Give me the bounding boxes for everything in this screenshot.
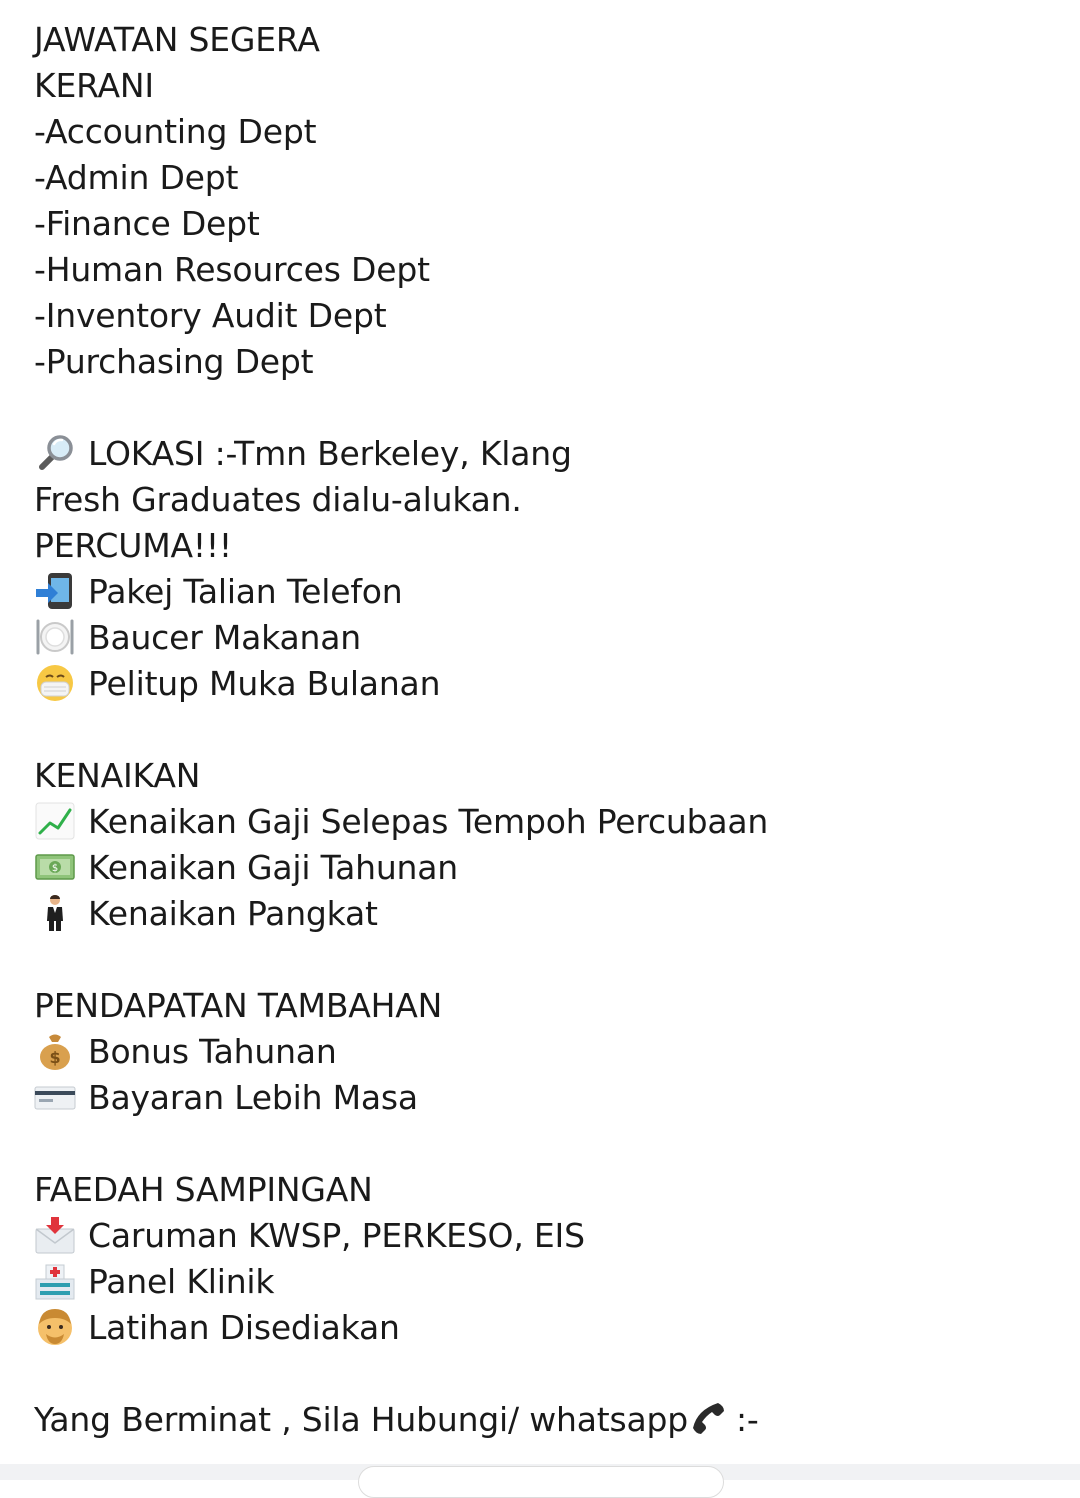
department-item: -Purchasing Dept [34, 342, 314, 381]
increment-item-text: Kenaikan Gaji Selepas Tempoh Percubaan [88, 802, 769, 841]
location-text: LOKASI :-Tmn Berkeley, Klang [88, 434, 572, 473]
benefit-item [34, 1213, 1044, 1259]
man-face-icon [34, 1307, 76, 1347]
contact-line [34, 1397, 1044, 1443]
svg-text:$: $ [49, 1048, 61, 1067]
increment-item [34, 799, 1044, 845]
magnifying-glass-icon [34, 433, 76, 473]
fresh-graduates-text: Fresh Graduates dialu-alukan. [34, 480, 522, 519]
man-in-suit-icon [34, 893, 76, 933]
free-item-text: Baucer Makanan [88, 618, 361, 657]
extra-income-item [34, 1029, 1044, 1075]
increment-item-text: Kenaikan Pangkat [88, 894, 378, 933]
spacer [34, 1121, 1044, 1167]
telephone-receiver-icon [688, 1399, 728, 1439]
benefit-item-text: Panel Klinik [88, 1262, 275, 1301]
spacer [34, 707, 1044, 753]
benefit-item [34, 1305, 1044, 1351]
extra-income-item-text: Bayaran Lebih Masa [88, 1078, 418, 1117]
spacer [34, 937, 1044, 983]
money-bag-icon [34, 1031, 76, 1071]
free-item [34, 661, 1044, 707]
increment-item [34, 891, 1044, 937]
bottom-input-pill[interactable] [358, 1466, 724, 1498]
increment-item-text: Kenaikan Gaji Tahunan [88, 848, 458, 887]
dollar-banknote-icon [34, 847, 76, 887]
benefit-item [34, 1259, 1044, 1305]
face-mask-icon [34, 663, 76, 703]
credit-card-icon [34, 1077, 76, 1117]
increments-heading: KENAIKAN [34, 756, 201, 795]
benefit-item-text: Latihan Disediakan [88, 1308, 400, 1347]
department-item: -Inventory Audit Dept [34, 296, 387, 335]
svg-text:$: $ [51, 863, 59, 874]
free-item-text: Pelitup Muka Bulanan [88, 664, 441, 703]
free-heading: PERCUMA!!! [34, 526, 232, 565]
extra-income-item [34, 1075, 1044, 1121]
department-item: -Finance Dept [34, 204, 260, 243]
free-item-text: Pakej Talian Telefon [88, 572, 403, 611]
post-title: JAWATAN SEGERA [34, 20, 320, 59]
department-item: -Admin Dept [34, 158, 239, 197]
extra-income-item-text: Bonus Tahunan [88, 1032, 337, 1071]
free-item [34, 615, 1044, 661]
post-role: KERANI [34, 66, 154, 105]
job-post-text [34, 17, 1044, 1443]
extra-income-heading: PENDAPATAN TAMBAHAN [34, 986, 443, 1025]
spacer [34, 1351, 1044, 1397]
spacer [34, 385, 1044, 431]
contact-text: Yang Berminat , Sila Hubungi/ whatsapp [34, 1400, 688, 1439]
chart-increasing-icon [34, 801, 76, 841]
free-item [34, 569, 1044, 615]
envelope-arrow-icon [34, 1215, 76, 1255]
department-item: -Accounting Dept [34, 112, 317, 151]
department-item: -Human Resources Dept [34, 250, 430, 289]
plate-cutlery-icon [34, 617, 76, 657]
benefit-item-text: Caruman KWSP, PERKESO, EIS [88, 1216, 585, 1255]
location-line [34, 431, 1044, 477]
increment-item [34, 845, 1044, 891]
mobile-phone-arrow-icon [34, 571, 76, 611]
contact-suffix: :- [735, 1400, 759, 1439]
hospital-icon [34, 1261, 76, 1301]
benefits-heading: FAEDAH SAMPINGAN [34, 1170, 373, 1209]
